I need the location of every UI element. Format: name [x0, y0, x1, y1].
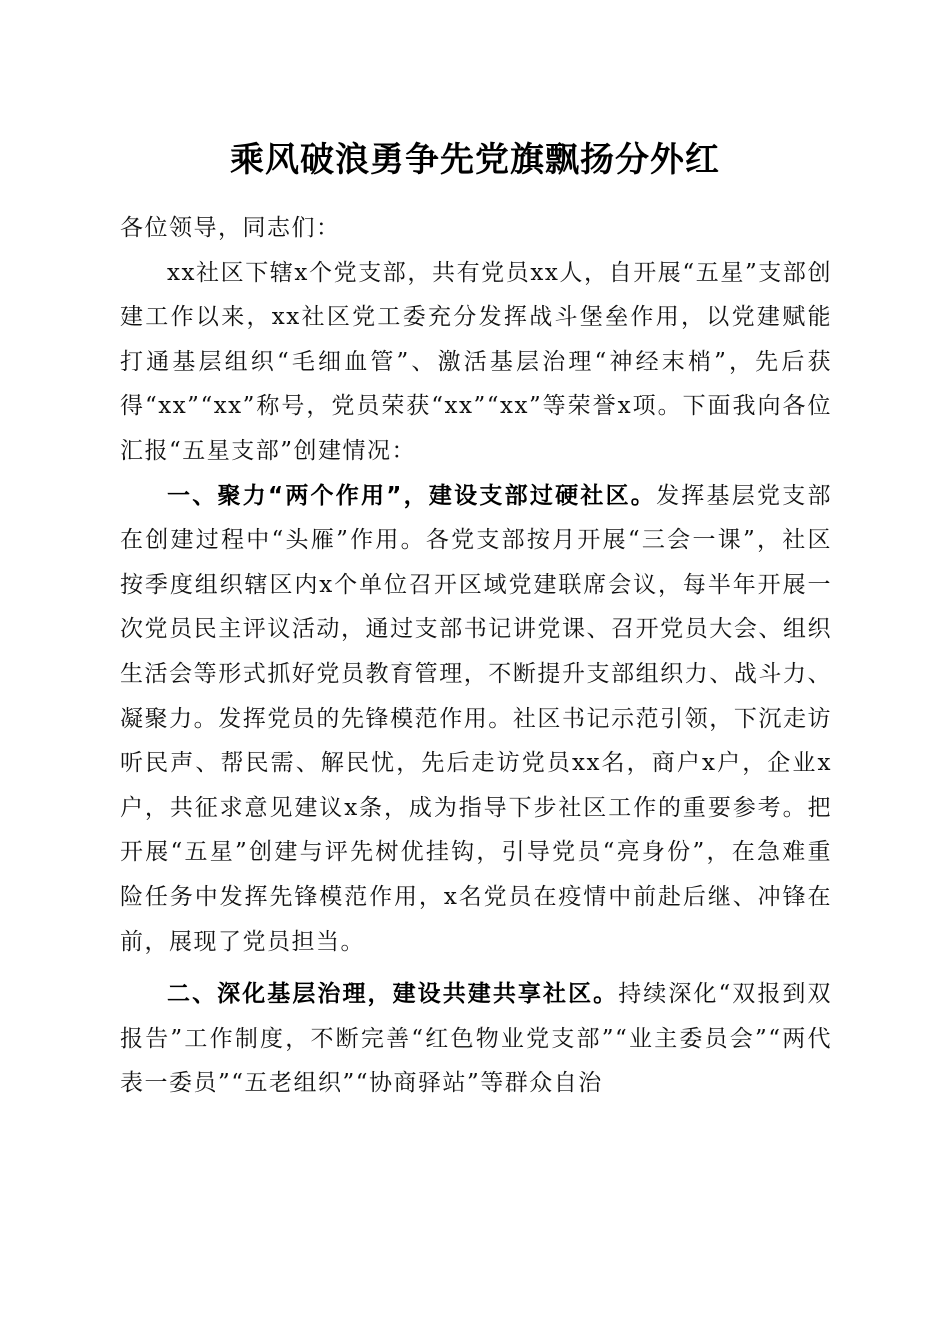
section-heading-2: 二、深化基层治理，建设共建共享社区。	[167, 981, 619, 1008]
salutation: 各位领导，同志们：	[120, 215, 341, 241]
section-paragraph-1	[120, 474, 832, 965]
section-heading-1: 一、聚力“两个作用”，建设支部过硬社区。	[167, 482, 657, 509]
section-body-2: 持续深化“双报到双报告”工作制度，不断完善“红色物业党支部”“业主委员会”“两代表一委员”“五老组织”“协商驿站”等群众自治	[120, 981, 832, 1097]
section-paragraph-2	[120, 972, 832, 1106]
section-body-1: 发挥基层党支部在创建过程中“头雁”作用。各党支部按月开展“三会一课”，社区按季度组织辖区内x个单位召开区域党建联席会议，每半年开展一次党员民主评议活动，通过支部书记讲党课、召开党员大会、组织生活会等形式抓好党员教育管理，不断提升支部组织力、战斗力、凝聚力。发挥党员的先锋模范作用。社区书记示范引领，下沉走访听民声、帮民需、解民忧，先后走访党员xx名，商户x户，企业x户，共征求意见建议x条，成为指导下步社区工作的重要参考。把开展“五星”创建与评先树优挂钩，引导党员“亮身份”，在急难重险任务中发挥先锋模范作用，x名党员在疫情中前赴后继、冲锋在前，展现了党员担当。	[120, 482, 833, 955]
intro-paragraph: xx社区下辖x个党支部，共有党员xx人，自开展“五星”支部创建工作以来，xx社区党工委充分发挥战斗堡垒作用，以党建赋能打通基层组织“毛细血管”、激活基层治理“神经末梢”，先后获得“xx”“xx”称号，党员荣获“xx”“xx”等荣誉x项。下面我向各位汇报“五星支部”创建情况：	[120, 259, 832, 464]
document-body	[120, 206, 832, 1106]
document-title: 乘风破浪勇争先党旗飘扬分外红	[230, 140, 720, 180]
